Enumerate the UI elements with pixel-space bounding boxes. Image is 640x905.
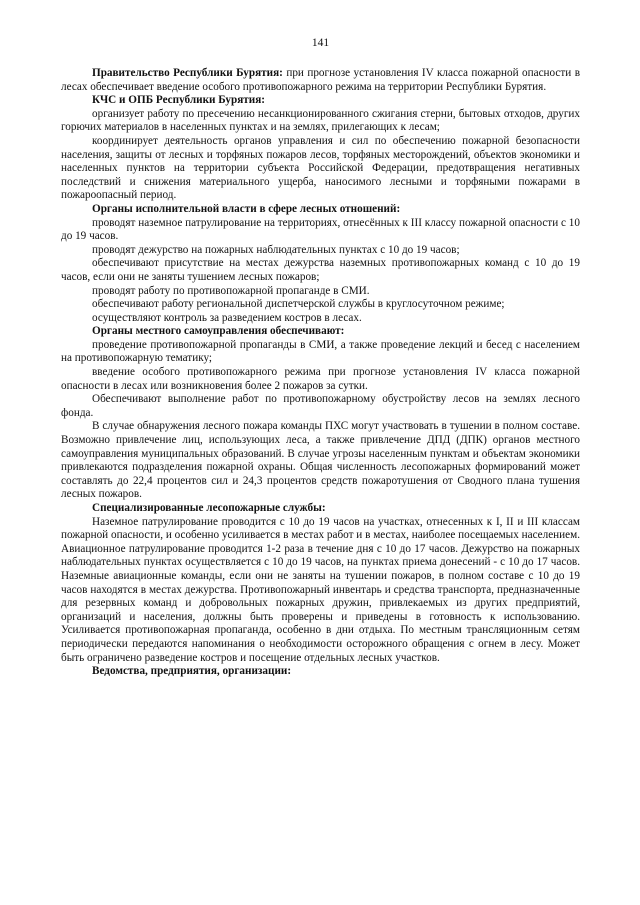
section-heading: Органы местного самоуправления обеспечивают: <box>92 325 345 338</box>
paragraph: обеспечивают работу региональной диспетчерской службы в круглосуточном режиме; <box>92 298 505 311</box>
page-number: 141 <box>311 37 330 49</box>
section-heading: Органы исполнительной власти в сфере лесных отношений: <box>92 202 401 215</box>
paragraph: введение особого противопожарного режима при прогнозе установления IV класса пожарной опасности в лесах или возникновения более 2 пожаров за сутки. <box>61 366 580 392</box>
paragraph-lead: Правительство Республики Бурятия: <box>92 67 283 79</box>
paragraph <box>61 67 580 94</box>
paragraph: проводят дежурство на пожарных наблюдательных пунктах с 10 до 19 часов; <box>92 243 460 256</box>
paragraph: проводят наземное патрулирование на территориях, отнесённых к III классу пожарной опасности с 10 до 19 часов. <box>61 216 580 243</box>
paragraph: координирует деятельность органов управления и сил по обеспечению пожарной безопасности населения, защиты от лесных и торфяных пожаров лесов, торфяных месторождений, объектов экономики и населенных пунктов на территории субъекта Российской Федерации, предотвращения негативных последствий и снижения материального ущерба, наносимого лесными и торфяными пожарами в пожароопасный период. <box>61 134 580 202</box>
paragraph: Обеспечивают выполнение работ по противопожарному обустройству лесов на землях лесного фонда. <box>61 393 580 419</box>
paragraph: проведение противопожарной пропаганды в СМИ, а также проведение лекций и бесед с населением на противопожарную тематику; <box>61 338 580 365</box>
paragraph: обеспечивают присутствие на местах дежурства наземных противопожарных команд с 10 до 19 часов, если они не заняты тушением лесных пожаров; <box>61 257 580 283</box>
body-text <box>61 67 580 679</box>
section-heading: Ведомства, предприятия, организации: <box>92 665 292 678</box>
section-heading: КЧС и ОПБ Республики Бурятия: <box>92 94 265 107</box>
paragraph: осуществляют контроль за разведением костров в лесах. <box>92 311 362 324</box>
paragraph: организует работу по пресечению несанкционированного сжигания стерни, бытовых отходов, других горючих материалов в населенных пунктах и на землях, прилегающих к лесам; <box>61 107 580 134</box>
paragraph: проводят работу по противопожарной пропаганде в СМИ. <box>92 284 370 297</box>
paragraph: Наземное патрулирование проводится с 10 до 19 часов на участках, отнесенных к I, II и III классам пожарной опасности, и особенно усиливается в местах работ и в местах, наиболее посещаемых населением. Авиационное патрулирование проводится 1-2 раза в течение дня с 10 до 17 часов. Дежурство на пожарных наблюдательных пунктах осуществляется с 10 до 19 часов, на пунктах приема донесений - с 10 до 17 часов. Наземные авиационные команды, если они не заняты на тушении пожаров, в полном составе с 10 до 19 часов находятся в местах дежурства. Противопожарный инвентарь и средства транспорта, предназначенные для резервных команд и добровольных пожарных дружин, привлекаемых из других предприятий, организаций и населения, должны быть проверены и приведены в готовность к использованию. Усиливается противопожарная пропаганда, особенно в дни отдыха. По местным трансляционным сетям периодически передаются напоминания о необходимости осторожного обращения с огнем в лесу. Может быть ограничено разведение костров и посещение отдельных лесных участков. <box>61 515 580 664</box>
paragraph-text: при прогнозе установления IV класса пожарной опасности в лесах обеспечивает введение особого противопожарного режима на территории Республики Бурятия. <box>61 67 580 93</box>
section-heading: Специализированные лесопожарные службы: <box>92 502 326 514</box>
paragraph: В случае обнаружения лесного пожара команды ПХС могут участвовать в тушении в полном составе. Возможно привлечение лиц, использующих леса, а также привлечение ДПД (ДПК) органов местного самоуправления муниципальных образований. В случае угрозы населенным пунктам и объектам экономики привлекаются подразделения пожарной охраны. Общая численность лесопожарных формирований может составлять до 22,4 процентов сил и 24,3 процентов средств пожаротушения от Сводного плана тушения лесных пожаров. <box>61 420 580 501</box>
